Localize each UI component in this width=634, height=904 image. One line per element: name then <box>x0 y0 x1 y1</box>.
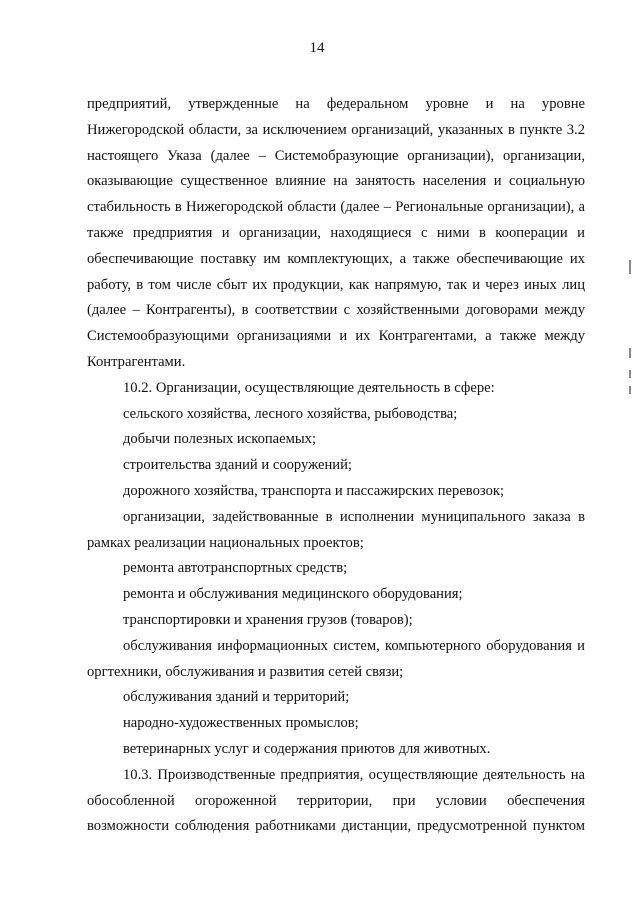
list-item: дорожного хозяйства, транспорта и пассажирских перевозок; <box>123 482 505 499</box>
list-item: народно-художественных промыслов; <box>123 715 359 732</box>
list-item: обслуживания зданий и территорий; <box>123 689 350 706</box>
list-item: ремонта и обслуживания медицинского оборудования; <box>123 586 463 603</box>
paragraph-10-3: 10.3. Производственные предприятия, осуществляющие деятельность на обособленной огороженной территории, при условии обеспечения возможности соблюдения работниками дистанции, предусмотренной пунктом <box>87 766 585 835</box>
list-item: организации, задействованные в исполнении муниципального заказа в рамках реализации национальных проектов; <box>87 508 585 551</box>
list-item: строительства зданий и сооружений; <box>123 457 352 474</box>
list-item: ветеринарных услуг и содержания приютов для животных. <box>123 740 491 757</box>
list-item: обслуживания информационных систем, компьютерного оборудования и оргтехники, обслуживания и развития сетей связи; <box>87 637 585 680</box>
list-item: добычи полезных ископаемых; <box>123 431 317 448</box>
list-item: транспортировки и хранения грузов (товаров); <box>123 611 413 628</box>
document-body <box>87 92 585 840</box>
scan-edge-mark <box>629 260 631 274</box>
paragraph-10-2-heading: 10.2. Организации, осуществляющие деятельность в сфере: <box>123 379 495 396</box>
paragraph-continuation: предприятий, утвержденные на федеральном уровне и на уровне Нижегородской области, за исключением организаций, указанных в пункте 3.2 настоящего Указа (далее – Системобразующие организации), организации, оказывающие существенное влияние на занятость населения и социальную стабильность в Нижегородской области (далее – Региональные организации), а также предприятия и организации, находящиеся с ними в кооперации и обеспечивающие поставку им комплектующих, а также обеспечивающие их работу, в том числе сбыт их продукции, как напрямую, так и через иных лиц (далее – Контрагенты), в соответствии с хозяйственными договорами между Системообразующими организациями и их Контрагентами, а также между Контрагентами. <box>87 96 585 370</box>
list-item: сельского хозяйства, лесного хозяйства, рыбоводства; <box>123 405 458 422</box>
page-number: 14 <box>309 40 325 56</box>
list-item: ремонта автотранспортных средств; <box>123 560 348 577</box>
scan-edge-mark <box>629 348 631 358</box>
scan-edge-mark <box>629 386 631 394</box>
scan-edge-mark <box>629 370 631 378</box>
